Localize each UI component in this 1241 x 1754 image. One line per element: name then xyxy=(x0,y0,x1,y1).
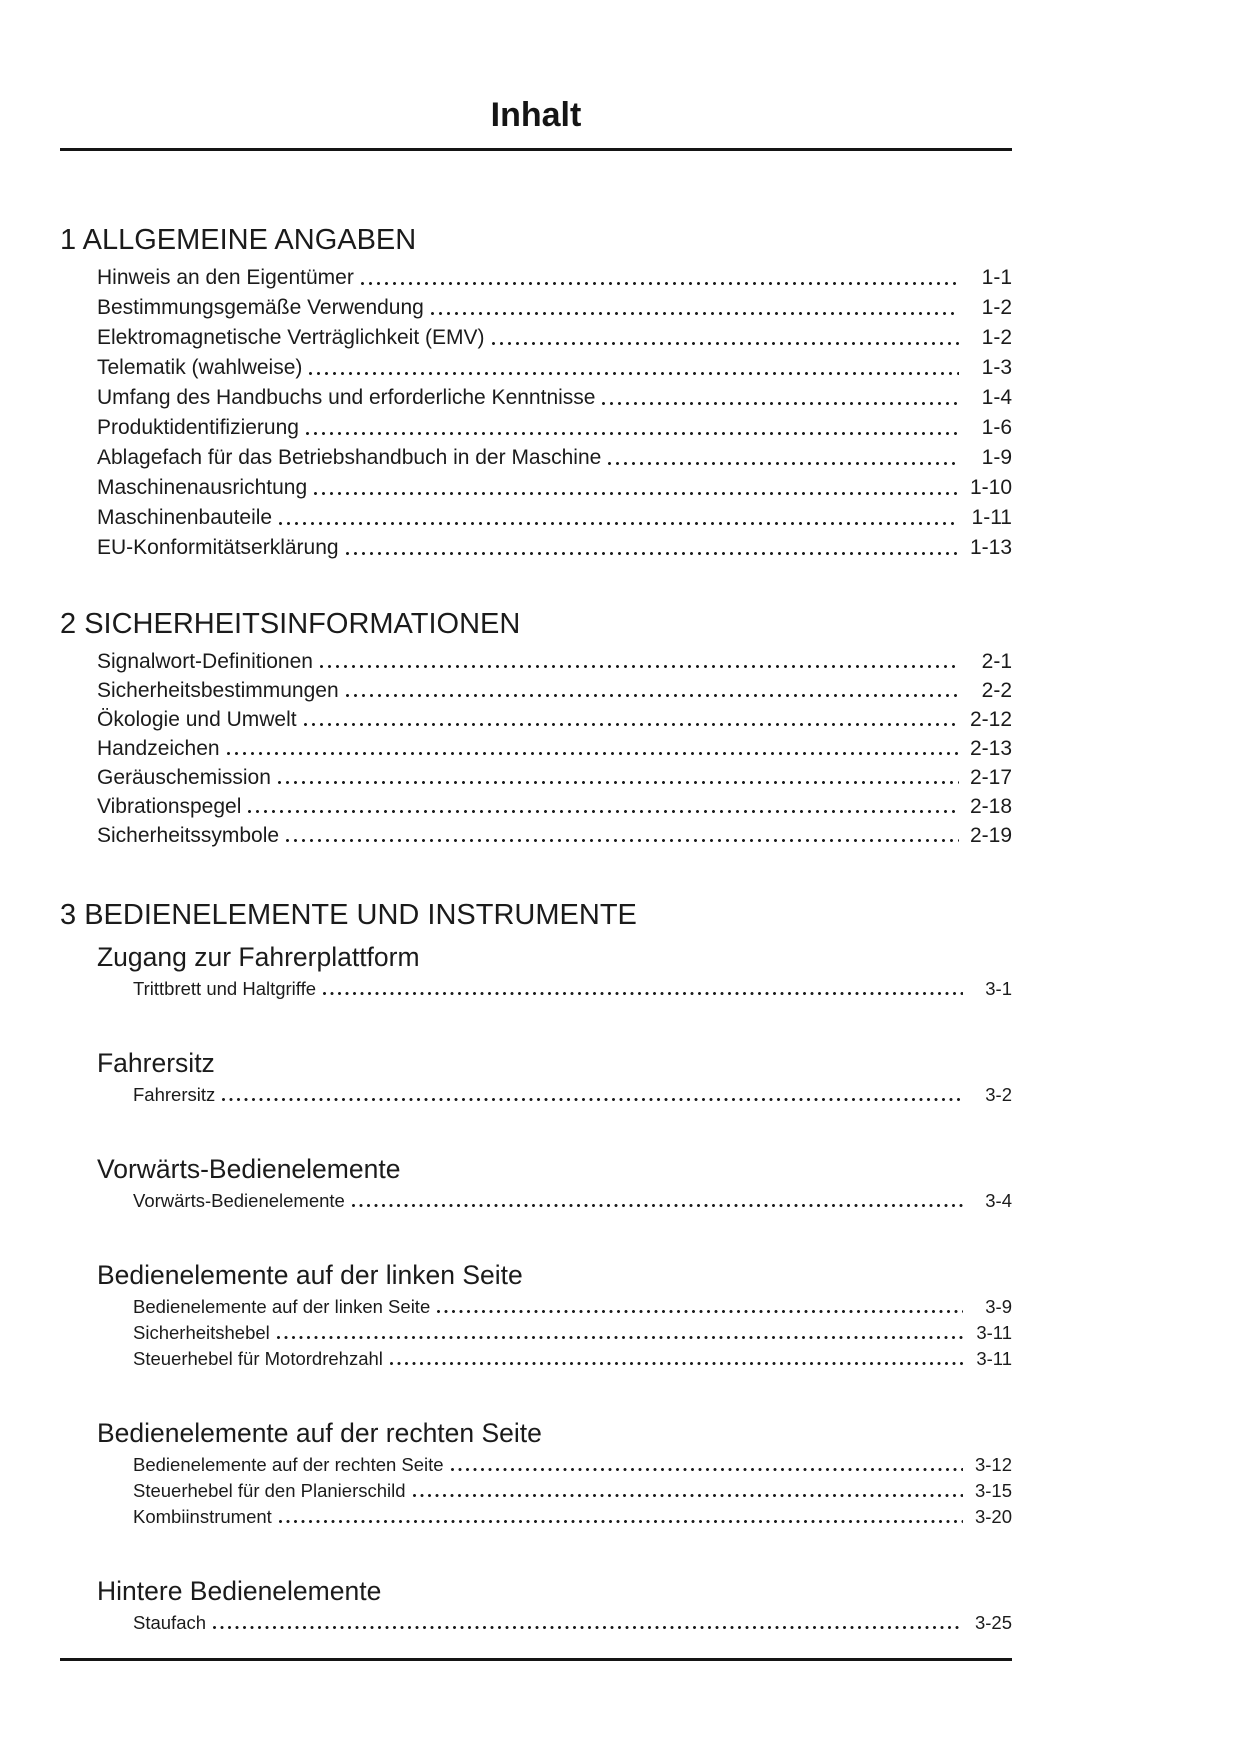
toc-entry-label: Umfang des Handbuchs und erforderliche Kenntnisse xyxy=(97,386,596,409)
dot-leader-icon xyxy=(346,694,959,697)
dot-leader-icon xyxy=(306,432,959,435)
toc-entry xyxy=(60,705,1012,734)
toc-chapter xyxy=(60,223,1012,563)
toc-entry xyxy=(60,1320,1012,1346)
dot-leader-icon xyxy=(279,522,959,525)
toc-entry xyxy=(60,353,1012,383)
dot-leader-icon xyxy=(323,992,963,995)
toc-entry-label: Bedienelemente auf der rechten Seite xyxy=(133,1454,444,1475)
toc-entry xyxy=(60,473,1012,503)
dot-leader-icon xyxy=(286,839,959,842)
toc-entry xyxy=(60,821,1012,850)
dot-leader-icon xyxy=(390,1362,963,1365)
dot-leader-icon xyxy=(608,462,959,465)
toc-subsection xyxy=(60,1418,1012,1530)
toc-entry-label: Sicherheitshebel xyxy=(133,1322,270,1343)
toc-entry-page: 2-17 xyxy=(969,766,1012,789)
toc-entry-label: Staufach xyxy=(133,1612,207,1633)
dot-leader-icon xyxy=(277,1336,963,1339)
dot-leader-icon xyxy=(320,665,959,668)
chapter-body xyxy=(60,263,1012,563)
toc-subsection xyxy=(60,1154,1012,1214)
subsection-heading: Bedienelemente auf der rechten Seite xyxy=(97,1418,542,1448)
dot-leader-icon xyxy=(248,810,959,813)
toc-entry-label: Elektromagnetische Verträglichkeit (EMV) xyxy=(97,326,485,349)
toc-entry-page: 3-20 xyxy=(974,1506,1012,1527)
subsection-heading: Fahrersitz xyxy=(97,1048,215,1078)
toc-entry xyxy=(60,323,1012,353)
toc-entry-page: 3-12 xyxy=(974,1454,1012,1475)
toc-entry xyxy=(60,1346,1012,1372)
toc-entry-label: Maschinenausrichtung xyxy=(97,476,308,499)
toc-chapter xyxy=(60,898,1012,1636)
toc-entry xyxy=(60,443,1012,473)
toc-entry-page: 1-13 xyxy=(969,536,1012,559)
toc-subsection xyxy=(60,942,1012,1002)
chapter-number: 3 xyxy=(60,899,77,931)
toc-entry xyxy=(60,533,1012,563)
toc-entry xyxy=(60,1610,1012,1636)
chapter-body xyxy=(60,647,1012,850)
chapter-title: SICHERHEITSINFORMATIONEN xyxy=(84,608,521,640)
subsection-heading: Bedienelemente auf der linken Seite xyxy=(97,1260,523,1290)
subsection-body xyxy=(60,1082,1012,1108)
chapter-title: ALLGEMEINE ANGABEN xyxy=(82,224,417,256)
dot-leader-icon xyxy=(346,552,959,555)
subsection-body xyxy=(60,1294,1012,1372)
toc-entry-label: Telematik (wahlweise) xyxy=(97,356,303,379)
toc-entry-label: Steuerhebel für den Planierschild xyxy=(133,1480,406,1501)
subsection-body xyxy=(60,1452,1012,1530)
toc-entry-label: Ökologie und Umwelt xyxy=(97,708,297,731)
dot-leader-icon xyxy=(222,1098,963,1101)
toc-entry-label: Signalwort-Definitionen xyxy=(97,650,313,673)
dot-leader-icon xyxy=(431,312,959,315)
toc-entry-page: 2-1 xyxy=(981,650,1012,673)
dot-leader-icon xyxy=(213,1626,963,1629)
dot-leader-icon xyxy=(361,282,959,285)
subsection-body xyxy=(60,1610,1012,1636)
toc-entry-label: Vorwärts-Bedienelemente xyxy=(133,1190,345,1211)
toc-entry xyxy=(60,1188,1012,1214)
toc-entry-page: 1-6 xyxy=(981,416,1012,439)
toc-entry-label: Geräuschemission xyxy=(97,766,271,789)
toc-entry xyxy=(60,976,1012,1002)
toc-entry xyxy=(60,293,1012,323)
toc-entry xyxy=(60,413,1012,443)
toc-entry-page: 2-12 xyxy=(969,708,1012,731)
title-divider xyxy=(60,148,1012,151)
toc-entry-page: 1-4 xyxy=(981,386,1012,409)
subsection-heading: Vorwärts-Bedienelemente xyxy=(97,1154,401,1184)
toc-entry-label: Fahrersitz xyxy=(133,1084,216,1105)
dot-leader-icon xyxy=(227,752,959,755)
dot-leader-icon xyxy=(352,1204,963,1207)
toc-entry-label: Kombiinstrument xyxy=(133,1506,272,1527)
footer-divider xyxy=(60,1658,1012,1661)
dot-leader-icon xyxy=(492,342,960,345)
toc-entry-label: Bedienelemente auf der linken Seite xyxy=(133,1296,431,1317)
toc-entry xyxy=(60,263,1012,293)
toc-entry-label: Trittbrett und Haltgriffe xyxy=(133,978,317,999)
table-of-contents xyxy=(60,223,1012,1636)
chapter-body xyxy=(60,942,1012,1636)
toc-entry-label: Ablagefach für das Betriebshandbuch in der Maschine xyxy=(97,446,602,469)
toc-entry-page: 1-1 xyxy=(981,266,1012,289)
dot-leader-icon xyxy=(437,1310,963,1313)
toc-entry-page: 3-25 xyxy=(974,1612,1012,1633)
chapter-number: 2 xyxy=(60,608,77,640)
toc-entry xyxy=(60,383,1012,413)
toc-chapter xyxy=(60,607,1012,850)
toc-entry xyxy=(60,1082,1012,1108)
chapter-heading xyxy=(60,898,1012,932)
toc-subsection xyxy=(60,1048,1012,1108)
toc-entry-label: Steuerhebel für Motordrehzahl xyxy=(133,1348,383,1369)
toc-entry-page: 2-13 xyxy=(969,737,1012,760)
toc-entry xyxy=(60,676,1012,705)
dot-leader-icon xyxy=(413,1494,963,1497)
toc-entry-page: 3-11 xyxy=(976,1322,1012,1343)
dot-leader-icon xyxy=(279,1520,963,1523)
toc-entry xyxy=(60,503,1012,533)
dot-leader-icon xyxy=(278,781,959,784)
dot-leader-icon xyxy=(304,723,959,726)
dot-leader-icon xyxy=(451,1468,963,1471)
page-title: Inhalt xyxy=(490,96,582,134)
subsection-heading: Zugang zur Fahrerplattform xyxy=(97,942,420,972)
subsection-body xyxy=(60,976,1012,1002)
toc-entry-label: Produktidentifizierung xyxy=(97,416,299,439)
chapter-number: 1 xyxy=(60,224,77,256)
toc-entry-page: 2-2 xyxy=(981,679,1012,702)
toc-entry-label: Vibrationspegel xyxy=(97,795,242,818)
toc-entry-page: 2-19 xyxy=(969,824,1012,847)
toc-entry xyxy=(60,734,1012,763)
dot-leader-icon xyxy=(602,402,959,405)
page-content xyxy=(60,0,1012,1661)
toc-entry-page: 1-2 xyxy=(981,296,1012,319)
toc-entry xyxy=(60,1452,1012,1478)
subsection-body xyxy=(60,1188,1012,1214)
toc-entry-label: Handzeichen xyxy=(97,737,220,760)
toc-entry-label: EU-Konformitätserklärung xyxy=(97,536,339,559)
toc-entry-page: 3-9 xyxy=(985,1296,1012,1317)
toc-entry-page: 3-4 xyxy=(985,1190,1012,1211)
dot-leader-icon xyxy=(309,372,959,375)
toc-entry-page: 3-1 xyxy=(985,978,1012,999)
subsection-heading: Hintere Bedienelemente xyxy=(97,1576,382,1606)
toc-entry xyxy=(60,1504,1012,1530)
toc-entry xyxy=(60,1294,1012,1320)
toc-entry-page: 1-9 xyxy=(981,446,1012,469)
toc-entry-label: Maschinenbauteile xyxy=(97,506,273,529)
chapter-title: BEDIENELEMENTE UND INSTRUMENTE xyxy=(84,899,637,931)
dot-leader-icon xyxy=(314,492,959,495)
toc-entry-page: 1-2 xyxy=(981,326,1012,349)
toc-entry xyxy=(60,647,1012,676)
chapter-heading xyxy=(60,607,1012,641)
chapter-heading xyxy=(60,223,1012,257)
toc-entry-page: 3-11 xyxy=(976,1348,1012,1369)
toc-entry-page: 2-18 xyxy=(969,795,1012,818)
toc-entry-label: Bestimmungsgemäße Verwendung xyxy=(97,296,424,319)
toc-entry-page: 1-11 xyxy=(971,506,1012,529)
toc-entry-page: 3-15 xyxy=(974,1480,1012,1501)
toc-entry xyxy=(60,792,1012,821)
toc-subsection xyxy=(60,1260,1012,1372)
toc-subsection xyxy=(60,1576,1012,1636)
toc-entry xyxy=(60,1478,1012,1504)
toc-entry-label: Hinweis an den Eigentümer xyxy=(97,266,354,289)
toc-entry-page: 3-2 xyxy=(985,1084,1012,1105)
toc-entry-label: Sicherheitsbestimmungen xyxy=(97,679,339,702)
toc-entry-label: Sicherheitssymbole xyxy=(97,824,280,847)
toc-entry-page: 1-3 xyxy=(981,356,1012,379)
toc-entry-page: 1-10 xyxy=(969,476,1012,499)
toc-entry xyxy=(60,763,1012,792)
